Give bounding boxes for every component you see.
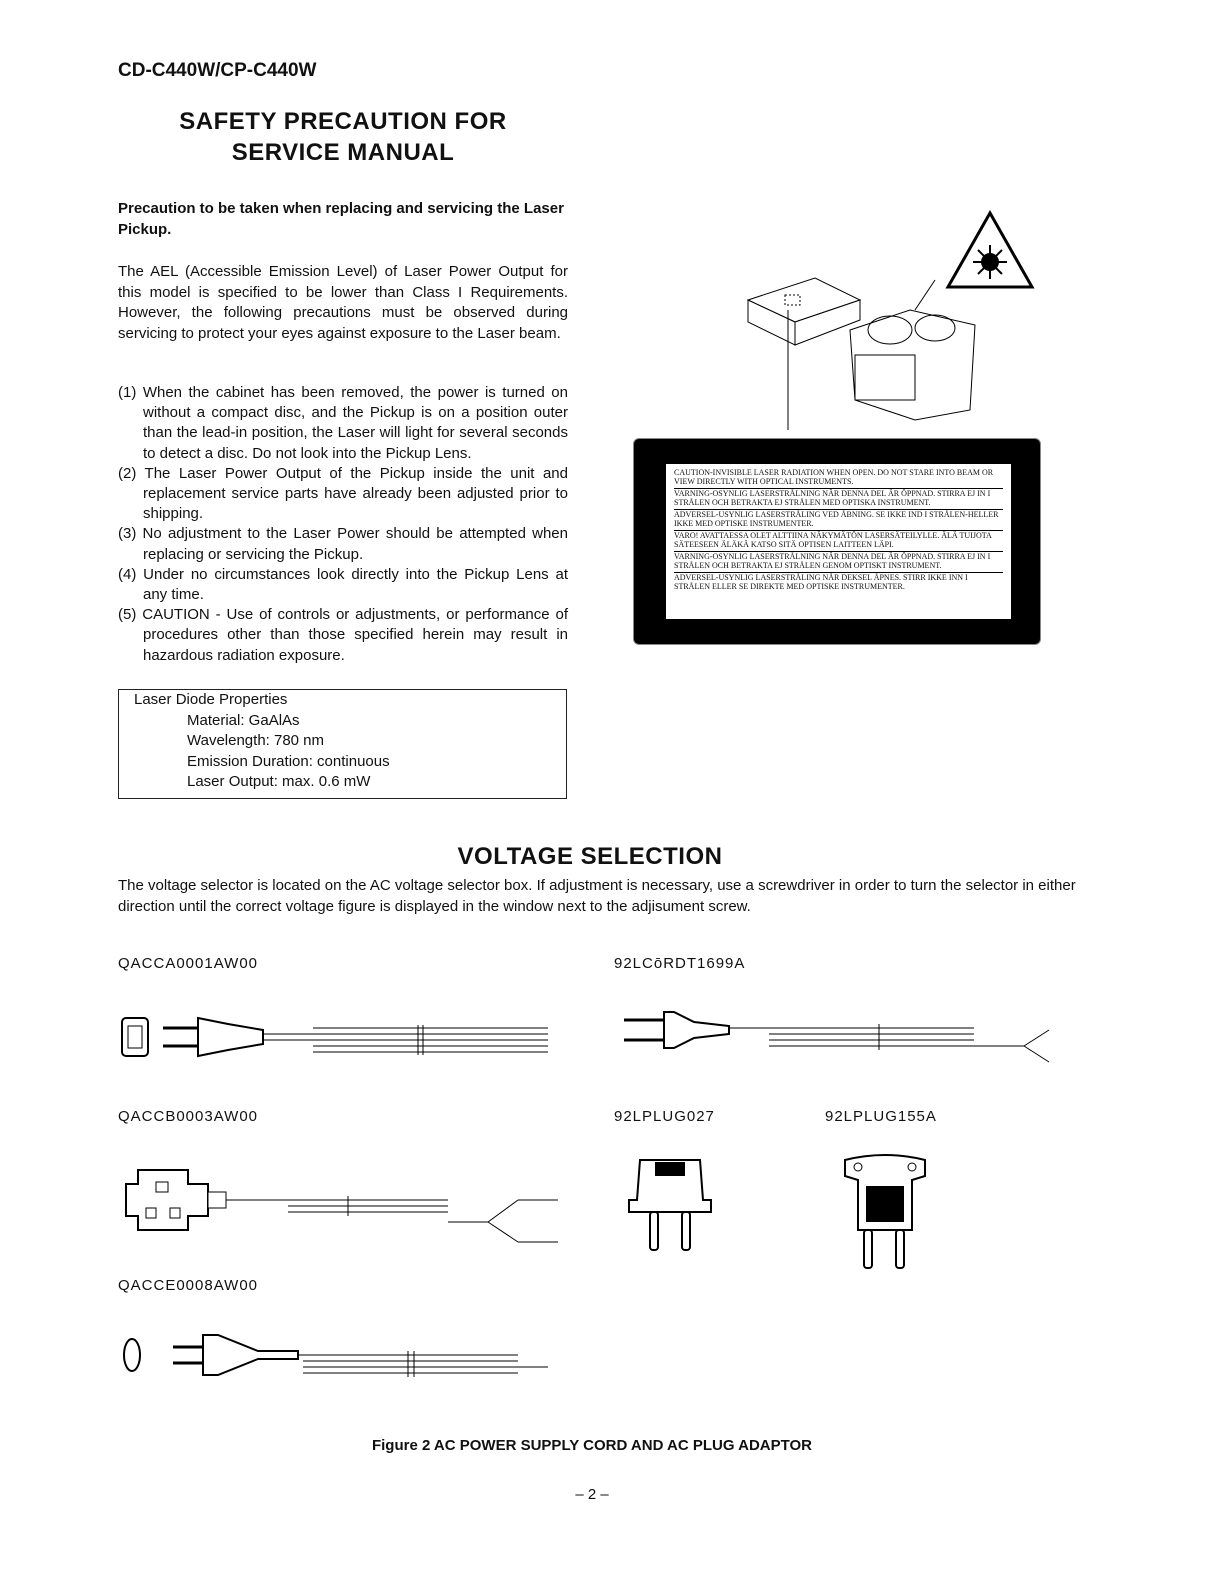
part-number: QACCB0003AW00 <box>118 1108 259 1125</box>
title-line: SERVICE MANUAL <box>231 139 455 166</box>
plug-adaptor-027-illustration <box>625 1150 715 1260</box>
figure-caption: Figure 2 AC POWER SUPPLY CORD AND AC PLUG ADAPTOR <box>371 1437 813 1454</box>
precaution-lead: Precaution to be taken when replacing and servicing the Laser Pickup. <box>118 200 564 238</box>
laser-warning-label <box>633 438 1041 645</box>
property-wavelength: Wavelength: 780 nm <box>187 732 325 749</box>
power-cord-e-illustration <box>118 1325 568 1385</box>
power-cord-a-illustration <box>118 1010 568 1070</box>
label-line: CAUTION-INVISIBLE LASER RADIATION WHEN OPEN. DO NOT STARE INTO BEAM OR VIEW DIRECTLY WITH OPTICAL INSTRUMENTS. <box>674 468 1003 489</box>
page-number: – 2 – <box>575 1486 609 1503</box>
list-item: (5) CAUTION - Use of controls or adjustments, or performance of procedures other than those specified herein may result in hazardous radiation exposure. <box>118 606 568 664</box>
part-number: 92LCōRDT1699A <box>614 955 746 972</box>
property-duration: Emission Duration: continuous <box>187 752 390 770</box>
property-output: Laser Output: max. 0.6 mW <box>187 773 371 790</box>
list-item: (4) Under no circumstances look directly into the Pickup Lens at any time. <box>118 565 568 604</box>
part-number: QACCE0008AW00 <box>118 1277 259 1294</box>
voltage-description: The voltage selector is located on the AC voltage selector box. If adjustment is necessary, use a screwdriver in order to turn the selector in either direction until the correct voltage figure is displayed in the window next to the adjisument screw. <box>118 877 1076 915</box>
properties-heading: Laser Diode Properties <box>134 691 288 708</box>
precaution-list <box>118 383 568 666</box>
model-number: CD-C440W/CP-C440W <box>118 60 317 81</box>
label-line: ADVERSEL-USYNLIG LASERSTRÅLING VED ÅBNING. SE IKKE IND I STRÅLEN-HELLER IKKE MED OPTISKE INSTRUMENTER. <box>674 510 1003 531</box>
power-cord-b-illustration <box>614 1010 1059 1070</box>
property-material: Material: GaAlAs <box>187 711 300 729</box>
part-number: 92LPLUG155A <box>825 1108 937 1125</box>
label-line: VARO! AVATTAESSA OLET ALTTIINA NÄKYMÄTÖN LASERSÄTEILYLLE. ÄLÄ TUIJOTA SÄTEESEEN ÄLÄKÄ KATSO SITÄ OPTISEN LAITTEEN LÄPI. <box>674 531 1003 552</box>
laser-properties-box <box>118 689 567 799</box>
label-line: ADVERSEL-USYNLIG LASERSTRÅLING NÅR DEKSEL ÅPNES. STIRR IKKE INN I STRÅLEN ELLER SE DIREKTE MED OPTISKE INSTRUMENTER. <box>674 573 968 591</box>
plug-adaptor-155a-illustration <box>840 1150 930 1275</box>
label-line: VARNING-OSYNLIG LASERSTRÅLNING NÄR DENNA DEL ÄR ÖPPNAD. STIRRA EJ IN I STRÅLEN OCH BETRAKTA EJ STRÅLEN MED OPTISKA INSTRUMENT. <box>674 489 1003 510</box>
list-item: (1) When the cabinet has been removed, the power is turned on without a compact disc, and the Pickup is on a position outer than the lead-in position, the Laser will light for several seconds to detect a disc. Do not look into the Pickup Lens. <box>118 384 568 462</box>
intro-paragraph: The AEL (Accessible Emission Level) of Laser Power Output for this model is specified to be lower than Class I Requirements. However, the following precautions must be observed during servicing to protect your eyes against exposure to the Laser beam. <box>118 263 568 342</box>
safety-title <box>118 106 568 168</box>
label-line: VARNING-OSYNLIG LASERSTRÅLNING NÄR DENNA DEL ÄR ÖPPNAD. STIRRA EJ IN I STRÅLEN OCH BETRAKTA EJ STRÅLEN GENOM OPTISKT INSTRUMENT. <box>674 552 1003 573</box>
power-cord-c-illustration <box>118 1160 568 1250</box>
list-item: (2) The Laser Power Output of the Pickup inside the unit and replacement service parts have already been adjusted prior to shipping. <box>118 464 568 523</box>
part-number: 92LPLUG027 <box>614 1108 715 1125</box>
title-line: SAFETY PRECAUTION FOR <box>179 108 507 135</box>
cd-unit-illustration <box>740 270 980 430</box>
voltage-title: VOLTAGE SELECTION <box>457 843 723 870</box>
part-number: QACCA0001AW00 <box>118 955 259 972</box>
list-item: (3) No adjustment to the Laser Power should be attempted when replacing or servicing the Pickup. <box>118 525 568 563</box>
